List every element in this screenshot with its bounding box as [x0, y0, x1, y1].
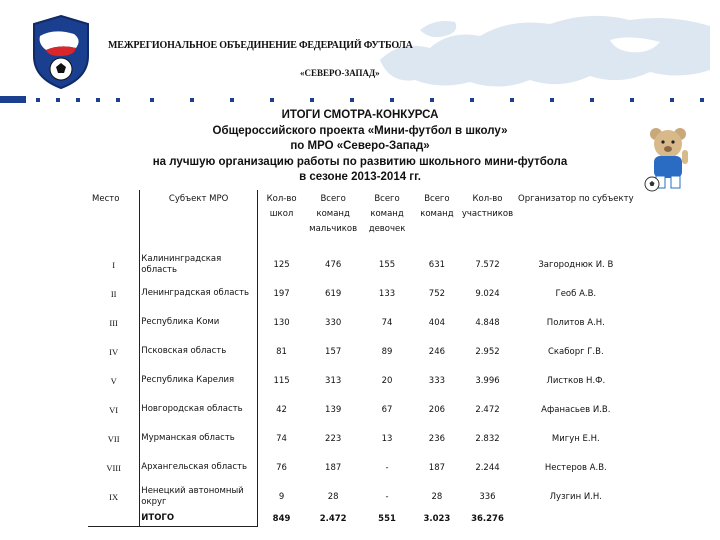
- header-teams-boys: Всего команд мальчиков: [309, 194, 358, 234]
- cell-organizer: Мигун Е.Н.: [551, 433, 600, 444]
- cell-place: V: [88, 366, 140, 395]
- cell-organizer: Афанасьев И.В.: [541, 404, 611, 415]
- cell-boys: 187: [325, 462, 342, 473]
- cell-schools: 81: [276, 346, 287, 357]
- cell-total: 187: [428, 462, 446, 473]
- cell-organizer: Загороднюк И. В: [538, 259, 614, 270]
- cell-organizer: Геоб А.В.: [555, 288, 597, 299]
- title-line: в сезоне 2013-2014 гг.: [299, 171, 421, 183]
- cell-participants: 4.848: [475, 317, 500, 328]
- cell-total: 404: [428, 317, 446, 328]
- cell-girls: 20: [381, 375, 393, 386]
- cell-region: Республика Коми: [140, 308, 258, 337]
- cell-schools: 42: [276, 404, 287, 415]
- cell-place: [88, 511, 140, 526]
- cell-boys: 139: [325, 404, 342, 415]
- cell-total: 631: [428, 259, 446, 270]
- cell-schools: 125: [273, 259, 290, 270]
- cell-boys: 619: [325, 288, 342, 299]
- organization-region: «СЕВЕРО-ЗАПАД»: [300, 68, 380, 78]
- cell-place: VI: [88, 395, 140, 424]
- header-teams-girls: Всего команд девочек: [368, 194, 406, 234]
- cell-girls: -: [385, 491, 389, 502]
- cell-organizer: Лузгин И.Н.: [549, 491, 602, 502]
- cell-boys: 223: [325, 433, 342, 444]
- cell-schools: 115: [273, 375, 290, 386]
- table-row: [88, 482, 638, 511]
- cell-schools: 849: [272, 513, 291, 524]
- table-row: [88, 250, 638, 279]
- cell-total: 236: [428, 433, 446, 444]
- cell-boys: 28: [327, 491, 339, 502]
- cell-place: IV: [88, 337, 140, 366]
- cell-participants: 36.276: [471, 513, 504, 524]
- cell-region: Калининградская область: [140, 250, 258, 279]
- header-organizer: Организатор по субъекту: [518, 194, 634, 204]
- cell-total-label: ИТОГО: [140, 511, 258, 526]
- cell-schools: 130: [273, 317, 290, 328]
- cell-boys: 476: [325, 259, 342, 270]
- results-table: [88, 190, 638, 527]
- cell-region: Архангельская область: [140, 453, 258, 482]
- title-line: на лучшую организацию работы по развитию школьного мини-футбола: [152, 155, 568, 168]
- cell-organizer: Нестеров А.В.: [544, 462, 607, 473]
- organization-name: МЕЖРЕГИОНАЛЬНОЕ ОБЪЕДИНЕНИЕ ФЕДЕРАЦИЙ ФУТБОЛА: [108, 40, 413, 51]
- cell-participants: 9.024: [475, 288, 500, 299]
- cell-region: Ленинградская область: [140, 279, 258, 308]
- cell-girls: 13: [381, 433, 393, 444]
- cell-total: 246: [428, 346, 446, 357]
- cell-organizer: Политов А.Н.: [546, 317, 605, 328]
- cell-total: 752: [428, 288, 446, 299]
- table-row: [88, 424, 638, 453]
- cell-organizer: Листков Н.Ф.: [546, 375, 606, 386]
- table-row: [88, 366, 638, 395]
- cell-girls: 155: [378, 259, 396, 270]
- header-subject: Субъект МРО: [140, 190, 258, 250]
- title-line: Общероссийского проекта «Мини-футбол в школу»: [212, 124, 508, 137]
- cell-participants: 7.572: [475, 259, 500, 270]
- cell-schools: 197: [273, 288, 290, 299]
- cell-place: IX: [88, 482, 140, 511]
- cell-region: Псковская область: [140, 337, 258, 366]
- title-line: по МРО «Северо-Запад»: [290, 140, 430, 152]
- cell-girls: -: [385, 462, 389, 473]
- mascot-bear-icon: [640, 124, 702, 194]
- header-teams-total: Всего команд: [420, 194, 454, 219]
- cell-participants: 336: [479, 491, 496, 502]
- cell-place: VII: [88, 424, 140, 453]
- cell-organizer: Скаборг Г.В.: [547, 346, 604, 357]
- cell-girls: 133: [378, 288, 396, 299]
- cell-participants: 2.244: [475, 462, 500, 473]
- cell-boys: 2.472: [319, 513, 347, 524]
- cell-schools: 76: [276, 462, 287, 473]
- report-title: [90, 108, 630, 186]
- cell-boys: 313: [325, 375, 342, 386]
- federation-logo-icon: [30, 14, 92, 90]
- header-schools: Кол-во школ: [266, 194, 297, 219]
- header-participants: Кол-во участников: [461, 194, 514, 219]
- cell-girls: 67: [381, 404, 393, 415]
- cell-place: II: [88, 279, 140, 308]
- table-total-row: [88, 511, 638, 526]
- cell-participants: 2.832: [475, 433, 500, 444]
- cell-girls: 551: [378, 513, 396, 524]
- cell-participants: 3.996: [475, 375, 500, 386]
- table-row: [88, 337, 638, 366]
- cell-girls: 89: [381, 346, 393, 357]
- cell-boys: 157: [325, 346, 342, 357]
- cell-place: VIII: [88, 453, 140, 482]
- header-divider: [0, 96, 720, 104]
- cell-total: 333: [428, 375, 446, 386]
- cell-region: Новгородская область: [140, 395, 258, 424]
- cell-region: Ненецкий автономный округ: [140, 482, 258, 511]
- title-line: ИТОГИ СМОТРА-КОНКУРСА: [281, 109, 439, 121]
- table-header-row: [88, 190, 638, 250]
- table-row: [88, 279, 638, 308]
- cell-girls: 74: [381, 317, 393, 328]
- cell-region: Мурманская область: [140, 424, 258, 453]
- cell-schools: 74: [276, 433, 287, 444]
- cell-boys: 330: [325, 317, 342, 328]
- cell-place: I: [88, 250, 140, 279]
- table-row: [88, 395, 638, 424]
- cell-total: 3.023: [423, 513, 451, 524]
- cell-organizer: [514, 511, 637, 526]
- cell-place: III: [88, 308, 140, 337]
- cell-total: 28: [431, 491, 443, 502]
- cell-total: 206: [428, 404, 446, 415]
- cell-participants: 2.472: [475, 404, 500, 415]
- table-row: [88, 308, 638, 337]
- cell-schools: 9: [278, 491, 285, 502]
- cell-participants: 2.952: [475, 346, 500, 357]
- table-row: [88, 453, 638, 482]
- cell-region: Республика Карелия: [140, 366, 258, 395]
- header-place: Место: [88, 190, 140, 250]
